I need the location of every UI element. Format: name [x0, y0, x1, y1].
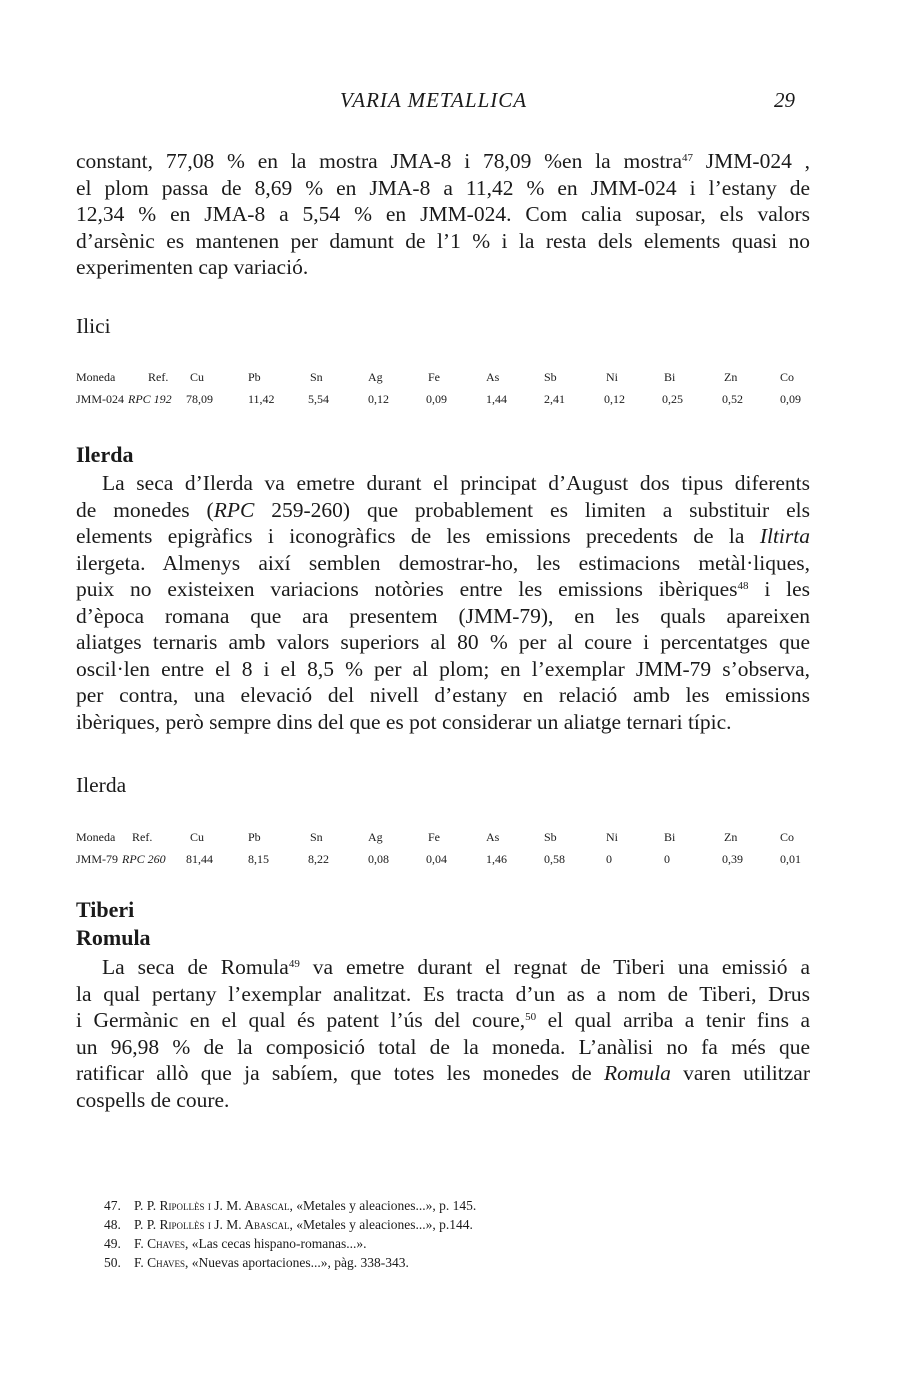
- text-line: experimenten cap variació.: [76, 255, 309, 279]
- text-line: d’arsènic es mantenen per damunt de l’1 % i la resta dels elements quasi no: [76, 228, 810, 253]
- table-cell: 0,09: [426, 392, 447, 406]
- table-header-cell: Ni: [606, 830, 618, 844]
- table-header-cell: Sb: [544, 370, 557, 384]
- footnote: 49. F. Chaves, «Las cecas hispano-romanas...».: [104, 1236, 367, 1251]
- table-cell: 0,52: [722, 392, 743, 406]
- text-line: ibèriques, però sempre dins del que es pot considerar un aliatge ternari típic.: [76, 709, 732, 734]
- footnote-ref[interactable]: 47: [682, 152, 693, 164]
- table-cell: 0,08: [368, 852, 389, 866]
- table-header-cell: Ag: [368, 830, 383, 844]
- table-cell: 8,15: [248, 852, 269, 866]
- table-cell: 11,42: [248, 392, 275, 406]
- table-header-cell: Moneda: [76, 370, 116, 384]
- table-cell: 0,39: [722, 852, 743, 866]
- section-heading-ilerda: Ilerda: [76, 442, 134, 467]
- table-header-cell: Pb: [248, 830, 261, 844]
- table-cell: RPC 260: [122, 852, 166, 866]
- table-header-cell: Co: [780, 370, 795, 384]
- text-line: de monedes (RPC 259-260) que probablement es limiten a substituir els: [76, 497, 810, 522]
- text-line: constant, 77,08 % en la mostra JMA-8 i 78,09 %en la mostra$^{47}$ JMM-024 ,: [76, 149, 810, 173]
- section-label-ilerda: Ilerda: [76, 773, 127, 797]
- table-cell: 1,46: [486, 852, 507, 866]
- table-header-cell: Ni: [606, 370, 618, 384]
- table-header-cell: Sn: [310, 370, 323, 384]
- table-header-cell: Zn: [724, 370, 738, 384]
- text-line: La seca de Romula$^{49}$ va emetre durant el regnat de Tiberi una emissió a: [102, 955, 810, 979]
- table-cell: JMM-024: [76, 392, 125, 406]
- table-header-cell: As: [486, 830, 500, 844]
- text-line: d’època romana que ara presentem (JMM-79), en les quals apareixen: [76, 603, 810, 628]
- table-cell: 0,58: [544, 852, 565, 866]
- table-cell: 0,04: [426, 852, 447, 866]
- text-line: ratificar allò que ja sabíem, que totes les monedes de Romula varen utilitzar: [76, 1061, 810, 1085]
- text-line: un 96,98 % de la composició total de la moneda. L’anàlisi no fa més que: [76, 1034, 810, 1059]
- text-line: per contra, una elevació del nivell d’estany en relació amb les emissions: [76, 683, 810, 707]
- text-line: i Germànic en el qual és patent l’ús del coure,$^{50}$ el qual arriba a tenir fins a: [76, 1008, 810, 1032]
- footnote: 47. P. P. Ripollès i J. M. Abascal, «Metales y aleaciones...», p. 145.: [104, 1198, 477, 1213]
- table-cell: 0: [606, 852, 612, 866]
- table-header-cell: Pb: [248, 370, 261, 384]
- table-header-cell: Cu: [190, 830, 205, 844]
- table-header-cell: Fe: [428, 370, 440, 384]
- text-line: 12,34 % en JMA-8 a 5,54 % en JMM-024. Com calia suposar, els valors: [76, 202, 810, 226]
- paragraph-2: [76, 470, 810, 735]
- table-cell: 5,54: [308, 392, 329, 406]
- table-header-cell: As: [486, 370, 500, 384]
- table-cell: RPC 192: [128, 392, 172, 406]
- table-header-cell: Bi: [664, 830, 676, 844]
- table-cell: 2,41: [544, 392, 565, 406]
- text-line: la qual pertany l’exemplar analitzat. Es tracta d’un as a nom de Tiberi, Drus: [76, 981, 810, 1006]
- table-header-cell: Ref.: [148, 370, 169, 384]
- table-header-cell: Ref.: [132, 830, 153, 844]
- text-line: ilergeta. Almenys així semblen demostrar-ho, les estimacions metàl·liques,: [76, 550, 810, 575]
- text-line: La seca d’Ilerda va emetre durant el principat d’August dos tipus diferents: [102, 471, 810, 495]
- footnote: 50. F. Chaves, «Nuevas aportaciones...», pàg. 338-343.: [104, 1255, 409, 1270]
- paragraph-1: [76, 148, 810, 281]
- text-line: elements epigràfics i iconogràfics de les emissions precedents de la Iltirta: [76, 524, 810, 548]
- text-line: cospells de coure.: [76, 1087, 230, 1112]
- text-line: puix no existeixen variacions notòries entre les emissions ibèriques$^{48}$ i les: [76, 577, 811, 601]
- table-cell: 1,44: [486, 392, 507, 406]
- table-header-cell: Bi: [664, 370, 676, 384]
- table-cell: 0,12: [368, 392, 389, 406]
- paragraph-3: [76, 954, 810, 1113]
- page-number: 29: [774, 88, 795, 112]
- footnote-ref[interactable]: 50: [525, 1011, 537, 1023]
- running-title: VARIA METALLICA: [340, 88, 528, 112]
- running-header: [0, 88, 906, 118]
- table-cell: 81,44: [186, 852, 213, 866]
- table-header-cell: Sn: [310, 830, 323, 844]
- table-header-cell: Sb: [544, 830, 557, 844]
- table-header-cell: Zn: [724, 830, 738, 844]
- section-heading-romula: Romula: [76, 925, 151, 950]
- table-cell: 0,01: [780, 852, 801, 866]
- footnotes: [104, 1196, 476, 1272]
- footnote: 48. P. P. Ripollès i J. M. Abascal, «Metales y aleaciones...», p.144.: [104, 1217, 473, 1232]
- table-cell: 78,09: [186, 392, 213, 406]
- section-label-ilici: Ilici: [76, 314, 111, 338]
- footnote-ref[interactable]: 49: [288, 958, 300, 970]
- text-line: oscil·len entre el 8 i el 8,5 % per al plom; en l’exemplar JMM-79 s’observa,: [76, 656, 810, 681]
- section-heading-tiberi: Tiberi: [76, 897, 135, 922]
- text-line: el plom passa de 8,69 % en JMA-8 a 11,42 % en JMM-024 i l’estany de: [76, 175, 810, 200]
- table-header-cell: Cu: [190, 370, 205, 384]
- table-cell: 0: [664, 852, 670, 866]
- table-cell: 0,25: [662, 392, 683, 406]
- table-cell: 8,22: [308, 852, 329, 866]
- table-header-cell: Ag: [368, 370, 383, 384]
- table-cell: 0,09: [780, 392, 801, 406]
- text-line: aliatges ternaris amb valors superiors al 80 % per al coure i percentatges que: [76, 630, 810, 654]
- table-cell: 0,12: [604, 392, 625, 406]
- table-cell: JMM-79: [76, 852, 119, 866]
- table-header-cell: Fe: [428, 830, 440, 844]
- table-header-cell: Moneda: [76, 830, 116, 844]
- footnote-ref[interactable]: 48: [737, 580, 749, 592]
- table-header-cell: Co: [780, 830, 795, 844]
